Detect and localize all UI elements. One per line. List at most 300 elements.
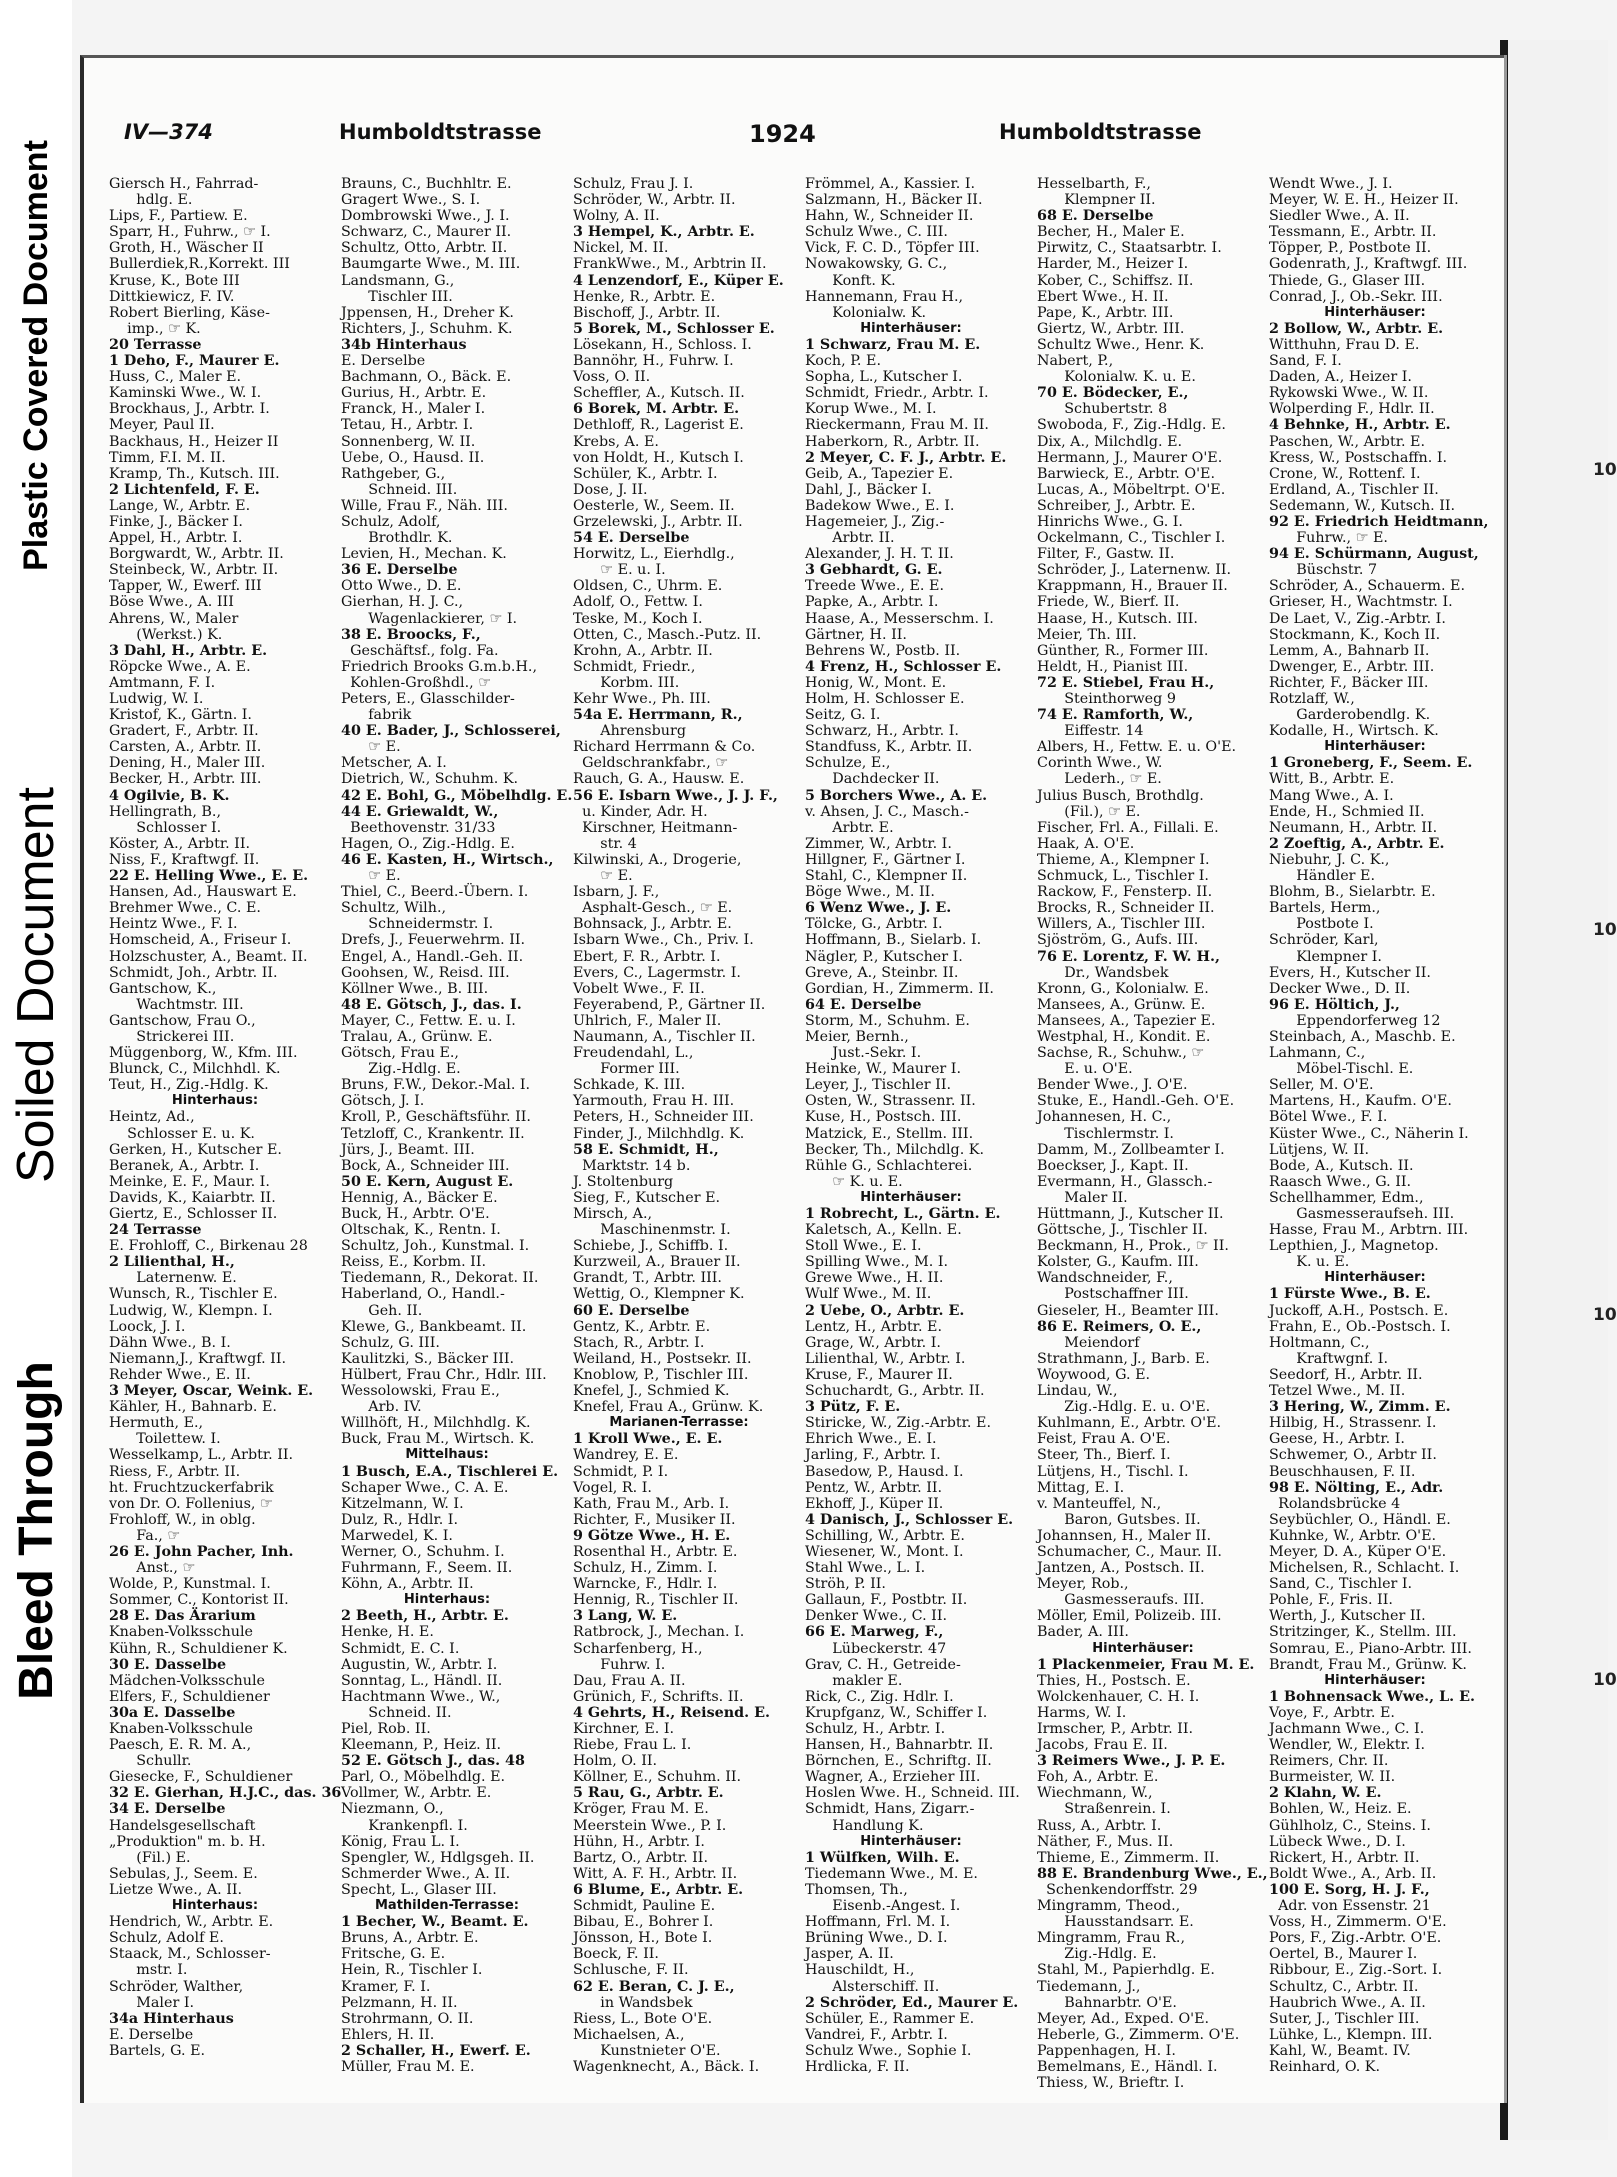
house-number-entry: 36 E. Derselbe (341, 562, 458, 579)
resident-entry: Engel, A., Handl.-Geh. II. (341, 948, 524, 965)
resident-entry: Becher, H., Maler E. (1037, 224, 1185, 241)
resident-entry: Jönsson, H., Bote I. (573, 1930, 713, 1947)
resident-entry: Oldsen, C., Uhrm. E. (573, 578, 723, 595)
resident-entry: Sieg, F., Kutscher E. (573, 1189, 721, 1206)
house-number-entry: 54 E. Derselbe (573, 530, 690, 547)
section-heading: Marianen-Terrasse: (609, 1415, 749, 1431)
resident-entry: Johannesen, H. C., (1037, 1109, 1172, 1126)
resident-entry: Schenkendorffstr. 29 (1037, 1881, 1198, 1898)
resident-entry: Tiedemann, R., Dekorat. II. (341, 1270, 539, 1287)
resident-entry: Töpper, P., Postbote II. (1269, 240, 1432, 257)
resident-entry: Richter, F., Bäcker III. (1269, 674, 1429, 691)
resident-entry: Meier, Bernh., (805, 1028, 909, 1045)
resident-entry: E. u. O'E. (1037, 1061, 1133, 1078)
resident-entry: Richters, J., Schuhm. K. (341, 320, 513, 337)
resident-entry: Dr., Wandsbek (1037, 964, 1169, 981)
house-number-entry: 28 E. Das Ärarium (109, 1608, 256, 1625)
resident-entry: J. Stoltenburg (573, 1173, 674, 1190)
resident-entry: Feist, Frau A. O'E. (1037, 1431, 1171, 1448)
section-heading: Hinterhäuser: (1324, 739, 1426, 755)
resident-entry: Bader, A. III. (1037, 1624, 1129, 1641)
resident-entry: Foh, A., Arbtr. E. (1037, 1769, 1159, 1786)
resident-entry: Leyer, J., Tischler II. (805, 1077, 952, 1094)
section-heading: Hinterhäuser: (860, 1189, 962, 1205)
resident-entry: Lösekann, H., Schloss. I. (573, 336, 752, 353)
resident-entry: Bannöhr, H., Fuhrw. I. (573, 353, 734, 370)
section-heading: Hinterhäuser: (860, 1833, 962, 1849)
resident-entry: Hermann, J., Maurer O'E. (1037, 449, 1223, 466)
resident-entry: Lindau, W., (1037, 1383, 1118, 1400)
resident-entry: Papke, A., Arbtr. I. (805, 594, 939, 611)
resident-entry: Geese, H., Arbtr. I. (1269, 1431, 1405, 1448)
listing-column-3 (573, 176, 785, 2096)
resident-entry: Meyer, W. E. H., Heizer II. (1269, 192, 1459, 209)
resident-entry: Hesselbarth, F., (1037, 176, 1151, 192)
section-heading: Hinterhaus: (171, 1898, 259, 1914)
resident-entry: Kraftwgnf. I. (1269, 1350, 1389, 1367)
resident-entry: Hahn, W., Schneider II. (805, 208, 974, 225)
resident-entry: Zig.-Hdlg. E. (341, 1061, 461, 1078)
resident-entry: Ende, H., Schmied II. (1269, 803, 1425, 820)
house-number-entry: 38 E. Broocks, F., (341, 626, 481, 643)
resident-entry: Steinbeck, W., Arbtr. II. (109, 562, 279, 579)
resident-entry: Bohlen, W., Heiz. E. (1269, 1801, 1412, 1818)
house-number-entry: 4 Lenzendorf, E., Küper E. (573, 272, 784, 289)
resident-entry: Borgwardt, W., Arbtr. II. (109, 546, 284, 563)
resident-entry: Ebert Wwe., H. II. (1037, 288, 1169, 305)
resident-entry: Gühlholz, C., Steins. I. (1269, 1817, 1431, 1834)
resident-entry: Köster, A., Arbtr. II. (109, 835, 251, 852)
resident-entry: Brockhaus, J., Arbtr. I. (109, 401, 270, 418)
resident-entry: Henke, R., Arbtr. E. (573, 288, 716, 305)
resident-entry: Mingramm, Frau R., (1037, 1930, 1186, 1947)
resident-entry: Ribbour, E., Zig.-Sort. I. (1269, 1962, 1443, 1979)
house-number-entry: 88 E. Brandenburg Wwe., E., (1037, 1865, 1268, 1882)
resident-entry: Brüning Wwe., D. I. (805, 1930, 948, 1947)
resident-entry: Grieser, H., Wachtmstr. I. (1269, 594, 1453, 611)
resident-entry: Haase, A., Messerschm. I. (805, 610, 994, 627)
house-number-entry: 70 E. Bödecker, E., (1037, 385, 1189, 402)
resident-entry: Godenrath, J., Kraftwgf. III. (1269, 256, 1468, 273)
resident-entry: Lühke, L., Klempn. III. (1269, 2026, 1433, 2043)
house-number-entry: 100 E. Sorg, H. J. F., (1269, 1881, 1430, 1898)
resident-entry: Schröder, J., Laternenw. II. (1037, 562, 1232, 579)
resident-entry: Börnchen, E., Schriftg. II. (805, 1753, 992, 1770)
resident-entry: Schulz, H., Zimm. I. (573, 1560, 718, 1577)
resident-entry: Kühn, R., Schuldiener K. (109, 1640, 288, 1657)
resident-entry: Siedler Wwe., A. II. (1269, 208, 1410, 225)
resident-entry: Becker, H., Arbtr. III. (109, 771, 262, 788)
house-number-entry: 1 Wülfken, Wilh. E. (805, 1849, 960, 1866)
directory-year: 1924 (749, 120, 816, 148)
resident-entry: Möller, Emil, Polizeib. III. (1037, 1608, 1222, 1625)
resident-entry: Gasmesseraufseh. III. (1269, 1206, 1455, 1222)
resident-entry: Bock, A., Schneider III. (341, 1157, 510, 1174)
resident-entry: Hein, R., Tischler I. (341, 1962, 483, 1979)
resident-entry: Finder, J., Milchhdlg. K. (573, 1125, 745, 1142)
resident-entry: Ehrich Wwe., E. I. (805, 1431, 937, 1448)
resident-entry: Hermuth, E., (109, 1415, 204, 1432)
resident-entry: Juckoff, A.H., Postsch. E. (1269, 1302, 1449, 1319)
resident-entry: Zig.-Hdlg. E. (1037, 1946, 1157, 1963)
resident-entry: Russ, A., Arbtr. I. (1037, 1817, 1162, 1834)
resident-entry: Evers, C., Lagermstr. I. (573, 964, 741, 981)
resident-entry: Eppendorferweg 12 (1269, 1012, 1441, 1029)
house-number-entry: 20 Terrasse (109, 336, 202, 353)
resident-entry: Eiffestr. 14 (1037, 723, 1144, 740)
resident-entry: Wagner, A., Erzieher III. (805, 1769, 981, 1786)
resident-entry: Wunsch, R., Tischler E. (109, 1286, 278, 1303)
resident-entry: fabrik (341, 707, 412, 724)
next-page-fragment: 10 (1593, 920, 1617, 940)
resident-entry: Götsch, J. I. (341, 1093, 425, 1110)
resident-entry: Jacobs, Frau E. II. (1037, 1737, 1168, 1754)
resident-entry: Lips, F., Partiew. E. (109, 208, 248, 225)
resident-entry: Niss, F., Kraftwgf. II. (109, 851, 260, 868)
resident-entry: Thieme, E., Zimmerm. II. (1037, 1849, 1220, 1866)
resident-entry: Goohsen, W., Reisd. III. (341, 964, 510, 981)
resident-entry: Mansees, A., Grünw. E. (1037, 996, 1206, 1013)
listing-column-5 (1037, 176, 1268, 2096)
resident-entry: Beuschhausen, F. II. (1269, 1463, 1416, 1480)
resident-entry: Lepthien, J., Magnetop. (1269, 1238, 1439, 1255)
resident-entry: Tischler III. (341, 288, 453, 305)
resident-entry: Gantschow, Frau O., (109, 1012, 256, 1029)
resident-entry: Peters, H., Schneider III. (573, 1109, 754, 1126)
resident-entry: Loock, J. I. (109, 1318, 186, 1335)
resident-entry: Ehlers, H. II. (341, 2026, 435, 2043)
resident-entry: Haase, H., Kutsch. III. (1037, 610, 1198, 627)
resident-entry: u. Kinder, Adr. H. (573, 803, 708, 820)
resident-entry: Hoslen Wwe. H., Schneid. III. (805, 1785, 1020, 1802)
resident-entry: Schüler, E., Rammer E. (805, 2010, 975, 2027)
house-number-entry: 1 Plackenmeier, Frau M. E. (1037, 1656, 1255, 1673)
resident-entry: Kramp, Th., Kutsch. III. (109, 465, 280, 482)
resident-entry: Oertel, B., Maurer I. (1269, 1946, 1418, 1963)
resident-entry: Treede Wwe., E. E. (805, 578, 944, 595)
resident-entry: Boeckser, J., Kapt. II. (1037, 1157, 1189, 1174)
house-number-entry: 3 Gebhardt, G. E. (805, 562, 943, 579)
resident-entry: Sopha, L., Kutscher I. (805, 369, 963, 386)
resident-entry: Giesecke, F., Schuldiener (109, 1769, 293, 1786)
resident-entry: Mingramm, Theod., (1037, 1898, 1181, 1915)
resident-entry: Krupfganz, W., Schiffer I. (805, 1704, 988, 1721)
resident-entry: Kolonialw. K. u. E. (1037, 369, 1196, 386)
resident-entry: Otten, C., Masch.-Putz. II. (573, 626, 762, 643)
resident-entry: Scheffler, A., Kutsch. II. (573, 385, 745, 402)
resident-entry: Kitzelmann, W. I. (341, 1495, 464, 1512)
resident-entry: Burmeister, W. II. (1269, 1769, 1396, 1786)
resident-entry: Dau, Frau A. II. (573, 1672, 686, 1689)
resident-entry: Steinbach, A., Maschb. E. (1269, 1028, 1456, 1045)
resident-entry: Kodalle, H., Wirtsch. K. (1269, 723, 1439, 740)
house-number-entry: 64 E. Derselbe (805, 996, 922, 1013)
resident-entry: „Produktion" m. b. H. (109, 1833, 266, 1850)
resident-entry: Wolny, A. II. (573, 208, 660, 225)
resident-entry: Haberland, O., Handl.- (341, 1286, 505, 1303)
resident-entry: Spilling Wwe., M. I. (805, 1254, 949, 1271)
resident-entry: Köhn, A., Arbtr. II. (341, 1576, 474, 1593)
resident-entry: Werner, O., Schuhm. I. (341, 1543, 505, 1560)
resident-entry: Strohrmann, O. II. (341, 2010, 474, 2027)
soiled-document-stamp: Soiled Document (7, 787, 65, 1183)
house-number-entry: 32 E. Gierhan, H.J.C., das. 36 (109, 1785, 342, 1802)
resident-entry: Giertz, E., Schlosser II. (109, 1206, 278, 1222)
section-heading: Hinterhäuser: (1324, 1672, 1426, 1688)
resident-entry: Groth, H., Wäscher II (109, 240, 264, 257)
house-number-entry: 6 Borek, M. Arbtr. E. (573, 401, 740, 418)
resident-entry: Wille, Frau F., Näh. III. (341, 497, 508, 514)
resident-entry: Sachse, R., Schuhw., ☞ (1037, 1045, 1205, 1062)
resident-entry: Meier, Th. III. (1037, 626, 1137, 643)
house-number-entry: 1 Deho, F., Maurer E. (109, 353, 280, 370)
resident-entry: Brauns, C., Buchhltr. E. (341, 176, 512, 192)
resident-entry: Krankenpfl. I. (341, 1817, 468, 1834)
resident-entry: Wolperding F., Hdlr. II. (1269, 401, 1435, 418)
resident-entry: Dietrich, W., Schuhm. K. (341, 771, 519, 788)
resident-entry: Hansen, H., Bahnarbtr. II. (805, 1737, 994, 1754)
resident-entry: Baumgarte Wwe., M. III. (341, 256, 521, 273)
resident-entry: Hüttmann, J., Kutscher II. (1037, 1206, 1224, 1222)
resident-entry: Buck, H., Arbtr. O'E. (341, 1206, 490, 1222)
resident-entry: Heldt, H., Pianist III. (1037, 658, 1189, 675)
resident-entry: Blunck, C., Milchhdl. K. (109, 1061, 281, 1078)
resident-entry: Friedrich Brooks G.m.b.H., (341, 658, 538, 675)
resident-entry: Kohlen-Großhdl., ☞ (341, 674, 492, 691)
house-number-entry: 74 E. Ramforth, W., (1037, 707, 1194, 724)
resident-entry: Riess, F., Arbtr. II. (109, 1463, 241, 1480)
resident-entry: Wiechmann, W., (1037, 1785, 1153, 1802)
resident-entry: Wendt Wwe., J. I. (1269, 176, 1393, 192)
resident-entry: Schmidt, P. I. (573, 1463, 669, 1480)
resident-entry: Matzick, E., Stellm. III. (805, 1125, 974, 1142)
resident-entry: Hellingrath, B., (109, 803, 222, 820)
house-number-entry: 3 Hempel, K., Arbtr. E. (573, 224, 755, 241)
resident-entry: Reiss, E., Korbm. II. (341, 1254, 487, 1271)
resident-entry: Fischer, Frl. A., Fillali. E. (1037, 819, 1219, 836)
resident-entry: Kristof, K., Gärtn. I. (109, 707, 252, 724)
house-number-entry: 1 Kroll Wwe., E. E. (573, 1431, 723, 1448)
resident-entry: Schröder, Karl, (1269, 932, 1379, 949)
resident-entry: Geib, A., Tapezier E. (805, 465, 954, 482)
resident-entry: Schneid. III. (341, 481, 458, 498)
house-number-entry: 56 E. Isbarn Wwe., J. J. F., (573, 787, 778, 804)
resident-entry: Bibau, E., Bohrer I. (573, 1914, 714, 1931)
resident-entry: Schultz, Joh., Kunstmal. I. (341, 1238, 530, 1255)
house-number-entry: 22 E. Helling Wwe., E. E. (109, 868, 309, 885)
resident-entry: Beranek, A., Arbtr. I. (109, 1157, 260, 1174)
resident-entry: von Dr. O. Follenius, ☞ (109, 1495, 273, 1512)
resident-entry: Ludwig, W., Klempn. I. (109, 1302, 273, 1319)
resident-entry: Lütjens, W. II. (1269, 1141, 1370, 1158)
resident-entry: Rykowski Wwe., W. II. (1269, 385, 1429, 402)
resident-entry: Stiricke, W., Zig.-Arbtr. E. (805, 1415, 991, 1432)
resident-entry: Kleemann, P., Heiz. II. (341, 1737, 502, 1754)
resident-entry: Behrens W., Postb. II. (805, 642, 961, 659)
resident-entry: Hrdlicka, F. II. (805, 2058, 910, 2075)
resident-entry: Lübeck Wwe., D. I. (1269, 1833, 1406, 1850)
resident-entry: Kuhnke, W., Arbtr. O'E. (1269, 1527, 1437, 1544)
resident-entry: Kahl, W., Beamt. IV. (1269, 2042, 1411, 2059)
resident-entry: Michaelsen, A., (573, 2026, 685, 2043)
resident-entry: Kruse, K., Bote III (109, 272, 240, 289)
resident-entry: Schulz, Frau J. I. (573, 176, 694, 192)
resident-entry: Tapper, W., Ewerf. III (109, 578, 262, 595)
resident-entry: Frohloff, W., in oblg. (109, 1511, 256, 1528)
resident-entry: Mayer, C., Fettw. E. u. I. (341, 1012, 516, 1029)
house-number-entry: 1 Becher, W., Beamt. E. (341, 1914, 529, 1931)
resident-entry: Kilwinski, A., Drogerie, (573, 851, 742, 868)
resident-entry: Timm, F.I. M. II. (109, 449, 226, 466)
resident-entry: Koch, P. E. (805, 353, 882, 370)
resident-entry: Heintz Wwe., F. I. (109, 916, 238, 933)
resident-entry: Crone, W., Rottenf. I. (1269, 465, 1421, 482)
resident-entry: Gierhan, H. J. C., (341, 594, 464, 611)
resident-entry: Scharfenberg, H., (573, 1640, 703, 1657)
house-number-entry: 2 Schröder, Ed., Maurer E. (805, 1994, 1019, 2011)
resident-entry: Haak, A. O'E. (1037, 835, 1135, 852)
resident-entry: Krappmann, H., Brauer II. (1037, 578, 1228, 595)
resident-entry: Oltschak, K., Rentn. I. (341, 1222, 501, 1239)
resident-entry: Geldschrankfabr., ☞ (573, 755, 729, 772)
resident-entry: Arbtr. E. (805, 819, 894, 836)
resident-entry: Laternenw. E. (109, 1270, 237, 1287)
resident-entry: Denker Wwe., C. II. (805, 1608, 948, 1625)
resident-entry: Zimmer, W., Arbtr. I. (805, 835, 952, 852)
resident-entry: Harms, W. I. (1037, 1704, 1127, 1721)
resident-entry: Seedorf, H., Arbtr. II. (1269, 1366, 1423, 1383)
house-number-entry: 2 Meyer, C. F. J., Arbtr. E. (805, 449, 1007, 466)
resident-entry: Hachtmann Wwe., W., (341, 1688, 501, 1705)
house-number-entry: 68 E. Derselbe (1037, 208, 1154, 225)
resident-entry: Hendrich, W., Arbtr. E. (109, 1914, 274, 1931)
resident-entry: Hausstandsarr. E. (1037, 1914, 1194, 1931)
resident-entry: Schulz Wwe., Sophie I. (805, 2042, 972, 2059)
resident-entry: Korbm. III. (573, 674, 680, 691)
resident-entry: Mang Wwe., A. I. (1269, 787, 1394, 804)
resident-entry: Sand, C., Tischler I. (1269, 1576, 1413, 1593)
resident-entry: Paesch, E. R. M. A., (109, 1737, 252, 1754)
resident-entry: Alexander, J. H. T. II. (805, 546, 954, 563)
resident-entry: Kaletsch, A., Kelln. E. (805, 1222, 962, 1239)
resident-entry: Lahmann, C., (1269, 1045, 1366, 1062)
resident-entry: Gradert, F., Arbtr. II. (109, 723, 259, 740)
resident-entry: Klewe, G., Bankbeamt. II. (341, 1318, 527, 1335)
resident-entry: Anst., ☞ (109, 1560, 196, 1577)
resident-entry: Meyer, Rob., (1037, 1576, 1129, 1593)
house-number-entry: 2 Beeth, H., Arbtr. E. (341, 1608, 509, 1625)
resident-entry: ☞ E. (341, 739, 401, 756)
resident-entry: Bruns, F.W., Dekor.-Mal. I. (341, 1077, 531, 1094)
bleed-through-stamp: Bleed Through (9, 1360, 63, 1700)
resident-entry: Tetzloff, C., Krankentr. II. (341, 1125, 525, 1142)
house-number-entry: 2 Lilienthal, H., (109, 1254, 235, 1271)
resident-entry: Thieme, A., Klempner I. (1037, 851, 1210, 868)
resident-entry: Kramer, F. I. (341, 1978, 431, 1995)
house-number-entry: 30a E. Dasselbe (109, 1704, 236, 1721)
resident-entry: Giertz, W., Arbtr. III. (1037, 320, 1185, 337)
house-number-entry: 2 Uebe, O., Arbtr. E. (805, 1302, 965, 1319)
house-number-entry: 92 E. Friedrich Heidtmann, (1269, 513, 1489, 530)
resident-entry: Küster Wwe., C., Näherin I. (1269, 1125, 1469, 1142)
resident-entry: Lederh., ☞ E. (1037, 771, 1162, 788)
resident-entry: Marwedel, K. I. (341, 1527, 453, 1544)
resident-entry: Grünich, F., Schrifts. II. (573, 1688, 744, 1705)
resident-entry: Witthuhn, Frau D. E. (1269, 336, 1420, 353)
resident-entry: Fuhrmann, F., Seem. II. (341, 1560, 513, 1577)
resident-entry: Stahl, C., Klempner II. (805, 868, 968, 885)
resident-entry: Straßenrein. I. (1037, 1801, 1171, 1818)
resident-entry: Postbote I. (1269, 916, 1374, 933)
house-number-entry: 86 E. Reimers, O. E., (1037, 1318, 1202, 1335)
listing-column-2 (341, 176, 573, 2096)
resident-entry: Schmidt, Pauline E. (573, 1898, 716, 1915)
resident-entry: Schmerder Wwe., A. II. (341, 1865, 511, 1882)
resident-entry: Hauschildt, H., (805, 1962, 915, 1979)
house-number-entry: 34a Hinterhaus (109, 2010, 234, 2027)
resident-entry: Storm, M., Schuhm. E. (805, 1012, 970, 1029)
house-number-entry: 4 Frenz, H., Schlosser E. (805, 658, 1002, 675)
resident-entry: Schwarz, H., Arbtr. I. (805, 723, 959, 740)
resident-entry: Lentz, H., Arbtr. E. (805, 1318, 943, 1335)
resident-entry: Augustin, W., Arbtr. I. (341, 1656, 498, 1673)
resident-entry: Hennig, R., Tischler II. (573, 1592, 739, 1609)
resident-entry: Kolonialw. K. (805, 304, 927, 321)
resident-entry: Evers, H., Kutscher II. (1269, 964, 1431, 981)
resident-entry: Jasper, A. II. (805, 1946, 894, 1963)
resident-entry: Voss, O. II. (573, 369, 651, 386)
resident-entry: v. Manteuffel, N., (1037, 1495, 1162, 1512)
resident-entry: Giersch H., Fahrrad- (109, 176, 259, 192)
resident-entry: Klempner II. (1037, 192, 1156, 209)
resident-entry: Ebert, F. R., Arbtr. I. (573, 948, 721, 965)
resident-entry: Hühn, H., Arbtr. I. (573, 1833, 705, 1850)
resident-entry: Fuhrw., ☞ E. (1269, 530, 1388, 547)
resident-entry: Harder, M., Heizer I. (1037, 256, 1189, 273)
resident-entry: Schiebe, J., Schiffb. I. (573, 1238, 729, 1255)
resident-entry: Greve, A., Steinbr. II. (805, 964, 959, 981)
resident-entry: Rick, C., Zig. Hdlr. I. (805, 1688, 954, 1705)
resident-entry: Julius Busch, Brothdlg. (1037, 787, 1204, 804)
resident-entry: Wessolowski, Frau E., (341, 1383, 500, 1400)
resident-entry: Seitz, G. I. (805, 707, 881, 724)
resident-entry: Gentz, K., Arbtr. E. (573, 1318, 711, 1335)
resident-entry: Gärtner, H. II. (805, 626, 907, 643)
resident-entry: Seybüchler, O., Händl. E. (1269, 1511, 1451, 1528)
house-number-entry: 52 E. Götsch J., das. 48 (341, 1753, 525, 1770)
resident-entry: Meinke, E. F., Maur. I. (109, 1173, 270, 1190)
resident-entry: Schröder, W., Arbtr. II. (573, 192, 736, 209)
resident-entry: Händler E. (1269, 868, 1376, 885)
resident-entry: E. Derselbe (109, 2026, 194, 2043)
house-number-entry: 1 Robrecht, L., Gärtn. E. (805, 1206, 1001, 1222)
resident-entry: Schmidt, Hans, Zigarr.- (805, 1801, 975, 1818)
resident-entry: Kirchner, E. I. (573, 1721, 675, 1737)
house-number-entry: 3 Hering, W., Zimm. E. (1269, 1399, 1451, 1416)
resident-entry: mstr. I. (109, 1962, 188, 1979)
resident-entry: Wettig, O., Klempner K. (573, 1286, 745, 1303)
resident-entry: Schuchardt, G., Arbtr. II. (805, 1383, 985, 1400)
resident-entry: Knaben-Volksschule (109, 1721, 254, 1737)
resident-entry: Riess, L., Bote O'E. (573, 2010, 713, 2027)
resident-entry: Hilbig, H., Strassenr. I. (1269, 1415, 1437, 1432)
resident-entry: Wandrey, E. E. (573, 1447, 679, 1464)
resident-entry: Mädchen-Volksschule (109, 1672, 265, 1689)
resident-entry: Kähler, H., Bahnarb. E. (109, 1399, 277, 1416)
resident-entry: Amtmann, F. I. (109, 674, 216, 691)
resident-entry: Huss, C., Maler E. (109, 369, 242, 386)
resident-entry: Stahl, M., Papierhdlg. E. (1037, 1962, 1215, 1979)
